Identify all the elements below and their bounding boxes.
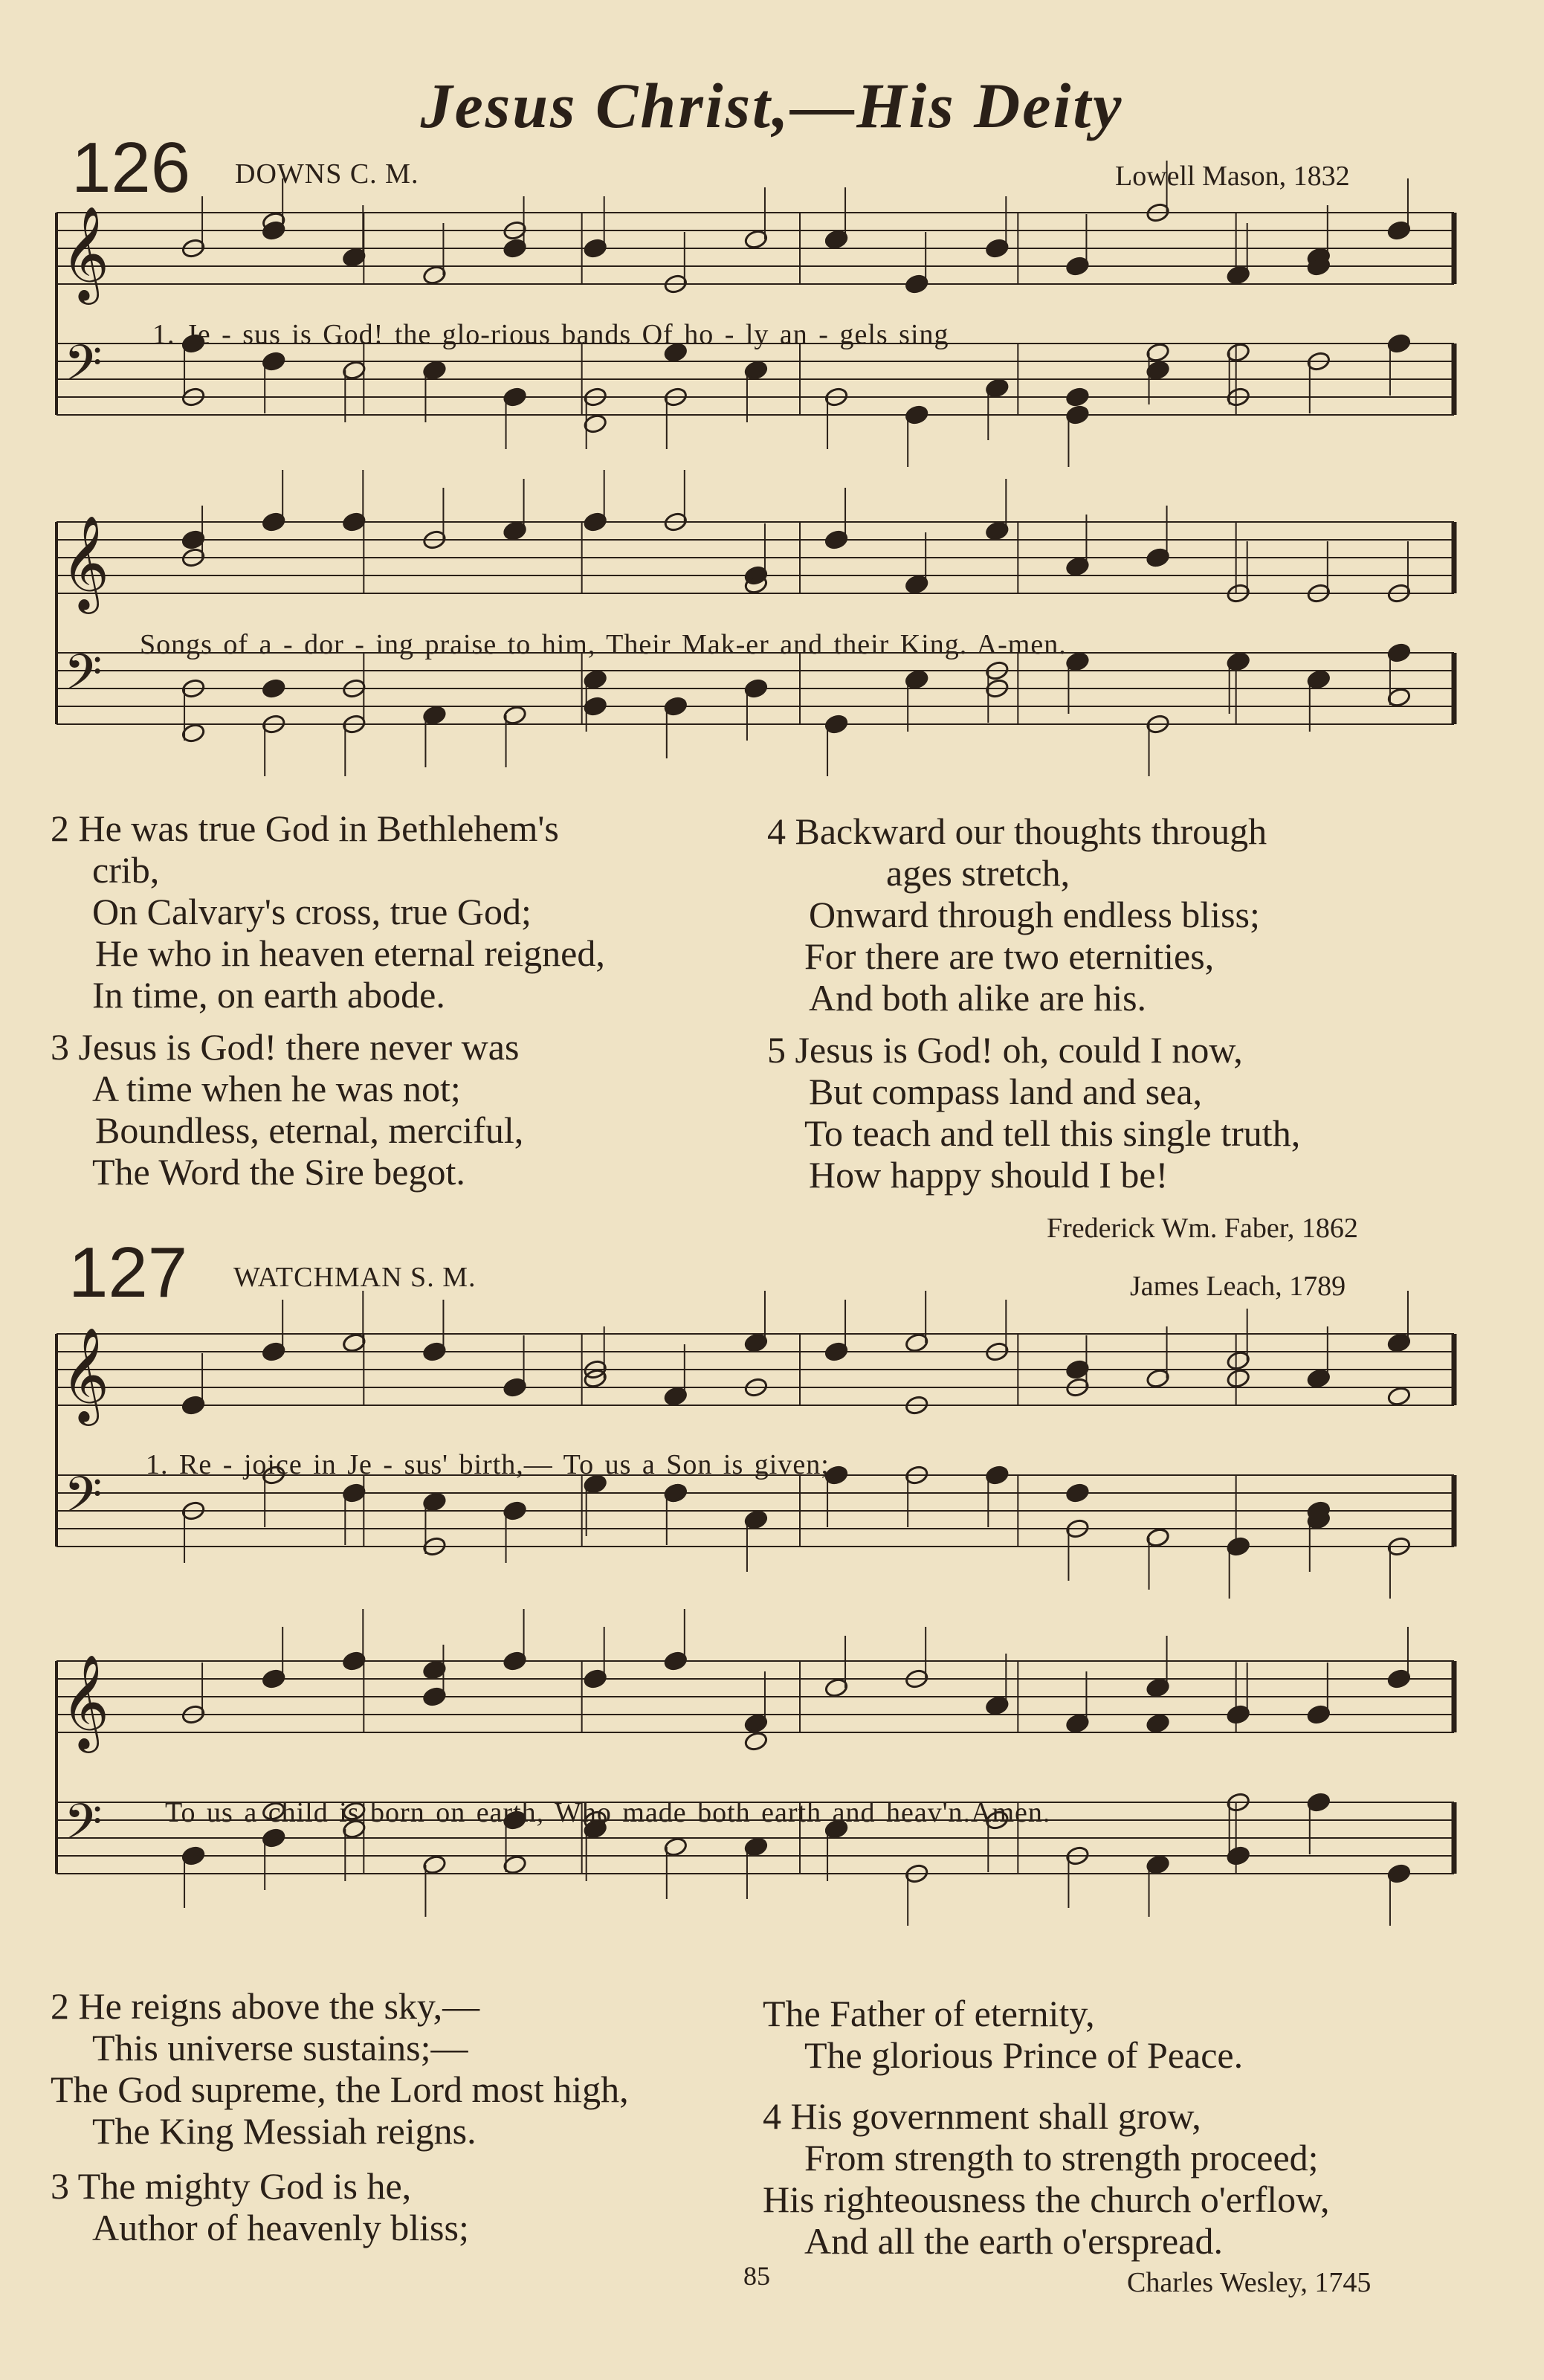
lyrics-line: 1. Je - sus is God! the glo-rious bands Of ho - ly an - gels sing <box>152 319 949 350</box>
treble-clef-icon: 𝄞 <box>61 1654 110 1749</box>
lyrics-line: To us a child is born on earth, Who made both earth and heav'n.Amen. <box>165 1797 1051 1828</box>
verse-line: The glorious Prince of Peace. <box>804 2034 1244 2076</box>
bass-clef-icon: 𝄢 <box>64 1793 103 1863</box>
verse-line: 5 Jesus is God! oh, could I now, <box>767 1029 1243 1071</box>
author-credit: Frederick Wm. Faber, 1862 <box>1047 1213 1358 1244</box>
verse-line: The Word the Sire begot. <box>92 1151 465 1193</box>
verse-line: He who in heaven eternal reigned, <box>95 932 605 974</box>
verse-line: From strength to strength proceed; <box>804 2137 1319 2179</box>
note-head <box>1386 1386 1411 1407</box>
verse-line: In time, on earth abode. <box>92 974 445 1016</box>
verse-line: 4 His government shall grow, <box>763 2095 1201 2137</box>
note-head <box>1226 1368 1250 1389</box>
bass-clef-icon: 𝄢 <box>64 644 103 713</box>
treble-clef-icon: 𝄞 <box>61 205 110 300</box>
verse-block <box>763 2095 1506 2262</box>
verse-line: The King Messiah reigns. <box>92 2110 477 2152</box>
treble-staff <box>56 1609 1454 1753</box>
verse-line: 2 He reigns above the sky,— <box>51 1985 480 2027</box>
verse-block <box>763 1993 1506 2076</box>
note-head <box>262 678 286 699</box>
note-head <box>743 1731 768 1752</box>
verse-line: A time when he was not; <box>92 1068 461 1109</box>
treble-staff <box>56 1291 1454 1426</box>
treble-clef-icon: 𝄞 <box>61 515 110 610</box>
lyrics-line: Songs of a - dor - ing praise to him, Their Mak-er and their King. A-men. <box>140 629 1067 660</box>
bass-clef-icon: 𝄢 <box>64 1466 103 1535</box>
verse-block <box>767 1029 1511 1196</box>
lyrics-line: 1. Re - joice in Je - sus' birth,— To us a Son is given; <box>146 1449 830 1480</box>
verse-line: Author of heavenly bliss; <box>92 2207 469 2248</box>
verse-block <box>51 1985 779 2152</box>
verse-block <box>51 807 757 1016</box>
verse-line: And all the earth o'erspread. <box>804 2220 1223 2262</box>
treble-staff <box>56 470 1454 614</box>
verse-line: And both alike are his. <box>809 977 1147 1019</box>
composer-credit: James Leach, 1789 <box>1130 1271 1346 1302</box>
verse-line: Boundless, eternal, merciful, <box>95 1109 524 1151</box>
author-credit: Charles Wesley, 1745 <box>1127 2267 1372 2298</box>
verse-line: On Calvary's cross, true God; <box>92 891 532 932</box>
hymn-number: 126 <box>71 128 191 207</box>
verse-line: To teach and tell this single truth, <box>804 1112 1301 1154</box>
page-title: Jesus Christ,—His Deity <box>420 70 1124 141</box>
verse-line: crib, <box>92 849 160 891</box>
tune-name: WATCHMAN S. M. <box>233 1262 477 1293</box>
verse-line: The Father of eternity, <box>763 1993 1095 2034</box>
bass-staff <box>56 333 1454 467</box>
verse-line: This universe sustains;— <box>92 2027 468 2068</box>
verse-line: Onward through endless bliss; <box>809 894 1260 935</box>
treble-clef-icon: 𝄞 <box>61 1326 110 1422</box>
verse-line: The God supreme, the Lord most high, <box>51 2068 629 2110</box>
verse-block <box>767 810 1511 1019</box>
verse-line: His righteousness the church o'erflow, <box>763 2179 1330 2220</box>
verse-line: 3 Jesus is God! there never was <box>51 1026 520 1068</box>
verse-block <box>51 1026 757 1193</box>
verse-line: But compass land and sea, <box>809 1071 1203 1112</box>
bass-staff <box>56 642 1454 776</box>
composer-credit: Lowell Mason, 1832 <box>1115 161 1350 192</box>
verse-line: How happy should I be! <box>809 1154 1169 1196</box>
verse-line: 4 Backward our thoughts through <box>767 810 1267 852</box>
verse-line: 2 He was true God in Bethlehem's <box>51 807 559 849</box>
note-head <box>1065 1483 1090 1503</box>
hymn-number: 127 <box>68 1233 188 1312</box>
verse-block <box>51 2165 779 2248</box>
page-number: 85 <box>743 2261 770 2291</box>
note-head <box>1146 1713 1170 1734</box>
verse-line: 3 The mighty God is he, <box>51 2165 412 2207</box>
verse-line: ages stretch, <box>886 852 1070 894</box>
bass-staff <box>56 1465 1454 1599</box>
verse-line: For there are two eternities, <box>804 935 1215 977</box>
bass-clef-icon: 𝄢 <box>64 335 103 404</box>
note-head <box>1065 387 1090 407</box>
tune-name: DOWNS C. M. <box>235 158 419 190</box>
